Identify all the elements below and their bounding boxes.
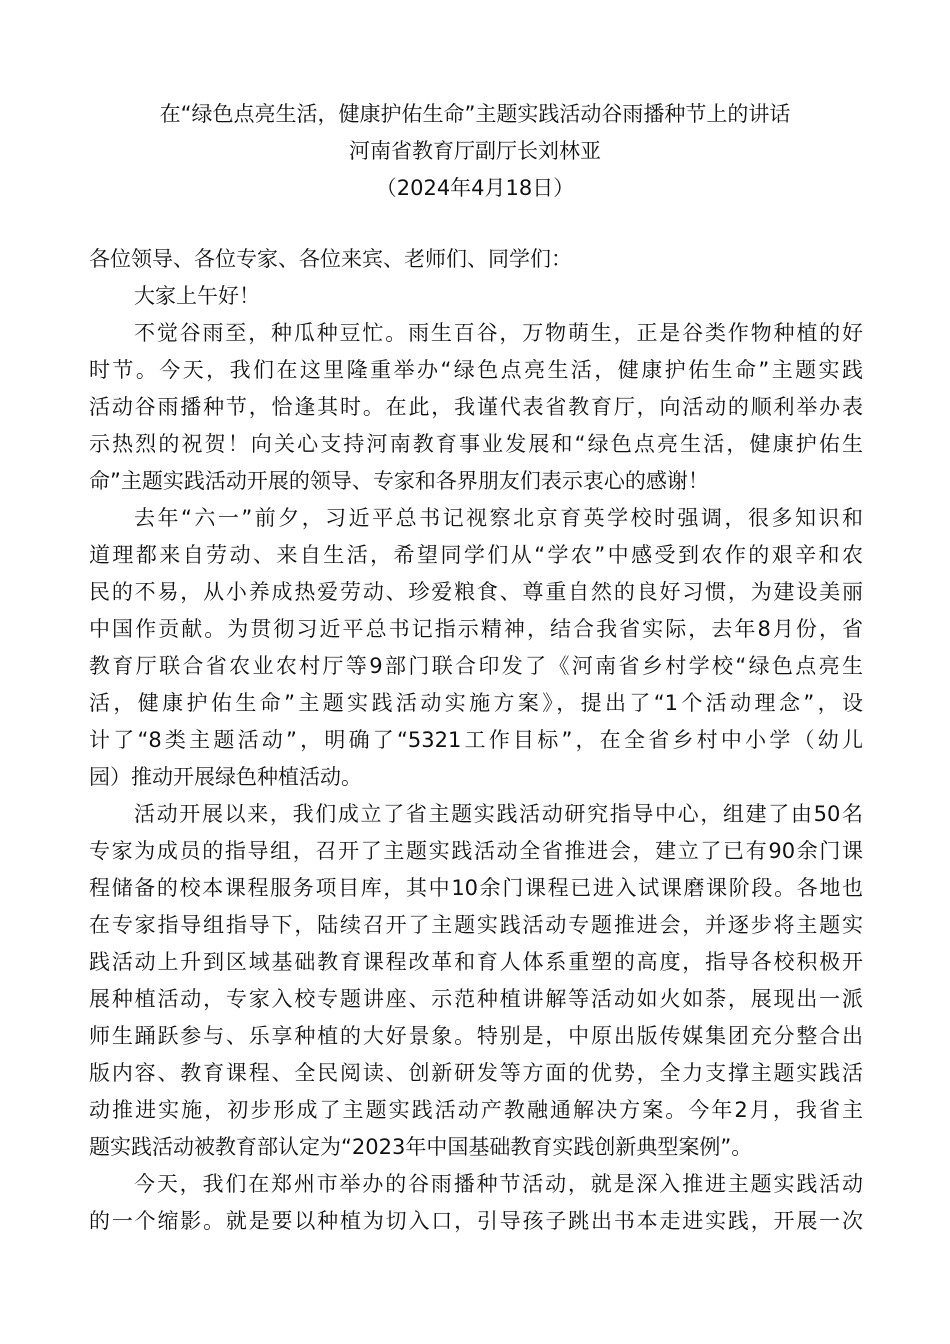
text-line: 大家上午好！ bbox=[134, 284, 260, 308]
speech-body bbox=[89, 241, 863, 1240]
text-line: 道理都来自劳动、来自生活，希望同学们从“学农”中感受到农作的艰辛和农 bbox=[89, 543, 863, 567]
text-line: 不觉谷雨至，种瓜种豆忙。雨生百谷，万物萌生，正是谷类作物种植的好 bbox=[134, 321, 863, 345]
paragraph-progress bbox=[89, 796, 863, 1166]
speech-date: （2024年4月18日） bbox=[375, 176, 575, 200]
text-line: 活动谷雨播种节，恰逢其时。在此，我谨代表省教育厅，向活动的顺利举办表 bbox=[89, 395, 863, 419]
text-line: 题实践活动被教育部认定为“2023年中国基础教育实践创新典型案例”。 bbox=[89, 1135, 753, 1159]
text-line: 师生踊跃参与、乐享种植的大好景象。特别是，中原出版传媒集团充分整合出 bbox=[89, 1024, 863, 1048]
text-line: 在专家指导组指导下，陆续召开了主题实践活动专题推进会，并逐步将主题实 bbox=[89, 913, 863, 937]
text-line: 时节。今天，我们在这里隆重举办“绿色点亮生活，健康护佑生命”主题实践 bbox=[89, 358, 863, 382]
text-line: 中国作贡献。为贯彻习近平总书记指示精神，结合我省实际，去年8月份，省 bbox=[89, 617, 863, 641]
text-line: 版内容、教育课程、全民阅读、创新研发等方面的优势，全力支撑主题实践活 bbox=[89, 1061, 863, 1085]
text-line: 活动开展以来，我们成立了省主题实践活动研究指导中心，组建了由50名 bbox=[134, 802, 863, 826]
speaker-line: 河南省教育厅副厅长刘林亚 bbox=[349, 139, 601, 163]
text-line: 践活动上升到区域基础教育课程改革和育人体系重塑的高度，指导各校积极开 bbox=[89, 950, 863, 974]
text-line: 专家为成员的指导组，召开了主题实践活动全省推进会，建立了已有90余门课 bbox=[89, 839, 863, 863]
text-line: 示热烈的祝贺！向关心支持河南教育事业发展和“绿色点亮生活，健康护佑生 bbox=[89, 432, 863, 456]
text-line: 动推进实施，初步形成了主题实践活动产教融通解决方案。今年2月，我省主 bbox=[89, 1098, 863, 1122]
text-line: 命”主题实践活动开展的领导、专家和各界朋友们表示衷心的感谢！ bbox=[89, 469, 709, 493]
speech-header bbox=[0, 96, 950, 207]
paragraph-greeting bbox=[89, 278, 863, 315]
text-line: 活，健康护佑生命”主题实践活动实施方案》，提出了“1个活动理念”，设 bbox=[89, 691, 863, 715]
text-line: 园）推动开展绿色种植活动。 bbox=[89, 765, 362, 789]
text-line: 去年“六一”前夕，习近平总书记视察北京育英学校时强调，很多知识和 bbox=[134, 506, 863, 530]
text-line: 民的不易，从小养成热爱劳动、珍爱粮食、尊重自然的良好习惯，为建设美丽 bbox=[89, 580, 863, 604]
text-line: 程储备的校本课程服务项目库，其中10余门课程已进入试课磨课阶段。各地也 bbox=[89, 876, 863, 900]
text-line: 展种植活动，专家入校专题讲座、示范种植讲解等活动如火如荼，展现出一派 bbox=[89, 987, 863, 1011]
text-line: 的一个缩影。就是要以种植为切入口，引导孩子跳出书本走进实践，开展一次 bbox=[89, 1209, 863, 1233]
paragraph-today bbox=[89, 1166, 863, 1240]
text-line: 教育厅联合省农业农村厅等9部门联合印发了《河南省乡村学校“绿色点亮生 bbox=[89, 654, 863, 678]
speech-title: 在“绿色点亮生活，健康护佑生命”主题实践活动谷雨播种节上的讲话 bbox=[159, 102, 791, 126]
salutation: 各位领导、各位专家、各位来宾、老师们、同学们： bbox=[89, 247, 572, 271]
paragraph-background bbox=[89, 500, 863, 796]
text-line: 今天，我们在郑州市举办的谷雨播种节活动，就是深入推进主题实践活动 bbox=[134, 1172, 863, 1196]
paragraph-grain-rain bbox=[89, 315, 863, 500]
text-line: 计了“8类主题活动”，明确了“5321工作目标”，在全省乡村中小学（幼儿 bbox=[89, 728, 863, 752]
